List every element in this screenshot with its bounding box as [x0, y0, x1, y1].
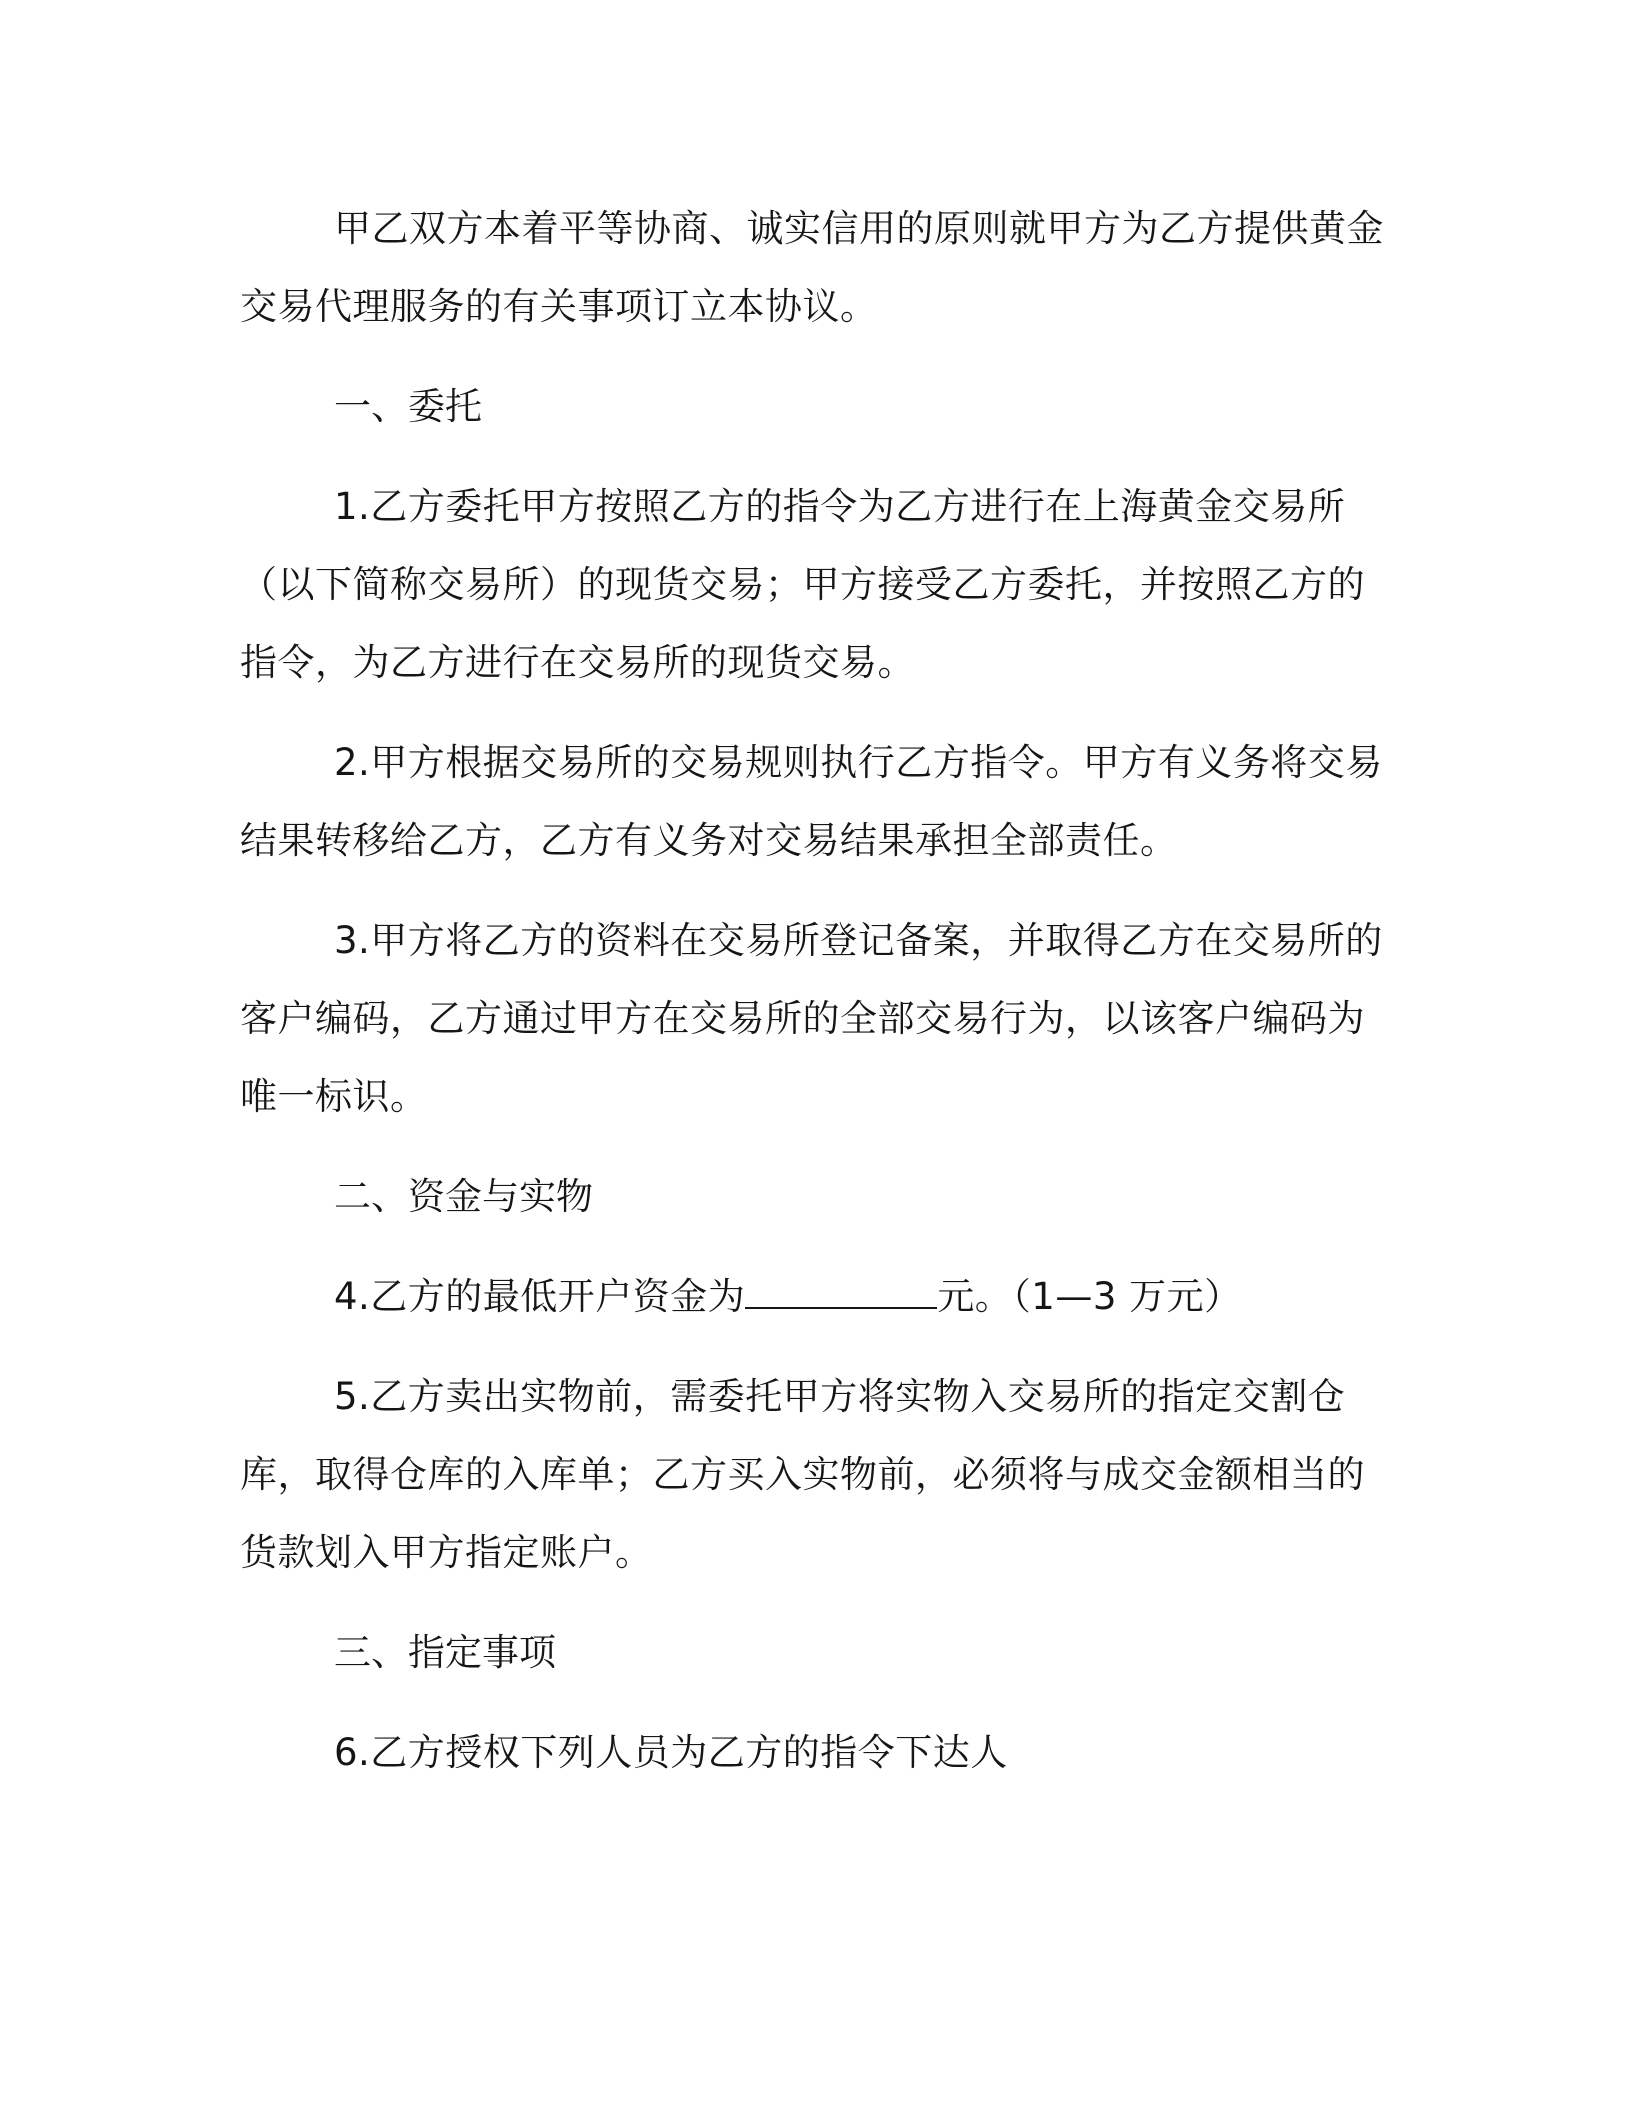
clause-4-prefix: 4.乙方的最低开户资金为 [334, 1275, 746, 1318]
section-heading-entrustment: 一、委托 [334, 385, 482, 428]
intro-paragraph: 甲乙双方本着平等协商、诚实信用的原则就甲方为乙方提供黄金交易代理服务的有关事项订立本协议。 [240, 207, 1384, 328]
amount-blank-line [745, 1277, 937, 1309]
document-body [240, 190, 1400, 1792]
clause-6: 6.乙方授权下列人员为乙方的指令下达人 [334, 1731, 1008, 1774]
clause-4-suffix: 元。（1—3 万元） [937, 1275, 1242, 1318]
clause-1: 1.乙方委托甲方按照乙方的指令为乙方进行在上海黄金交易所（以下简称交易所）的现货交易；甲方接受乙方委托，并按照乙方的指令，为乙方进行在交易所的现货交易。 [240, 485, 1365, 684]
clause-4 [240, 1258, 1400, 1336]
section-heading-designated-matters: 三、指定事项 [334, 1631, 556, 1674]
clause-3: 3.甲方将乙方的资料在交易所登记备案，并取得乙方在交易所的客户编码，乙方通过甲方在交易所的全部交易行为，以该客户编码为唯一标识。 [240, 919, 1383, 1118]
clause-2: 2.甲方根据交易所的交易规则执行乙方指令。甲方有义务将交易结果转移给乙方，乙方有义务对交易结果承担全部责任。 [240, 741, 1383, 862]
section-heading-funds-and-goods: 二、资金与实物 [334, 1175, 593, 1218]
clause-5: 5.乙方卖出实物前，需委托甲方将实物入交易所的指定交割仓库，取得仓库的入库单；乙方买入实物前，必须将与成交金额相当的货款划入甲方指定账户。 [240, 1375, 1365, 1574]
